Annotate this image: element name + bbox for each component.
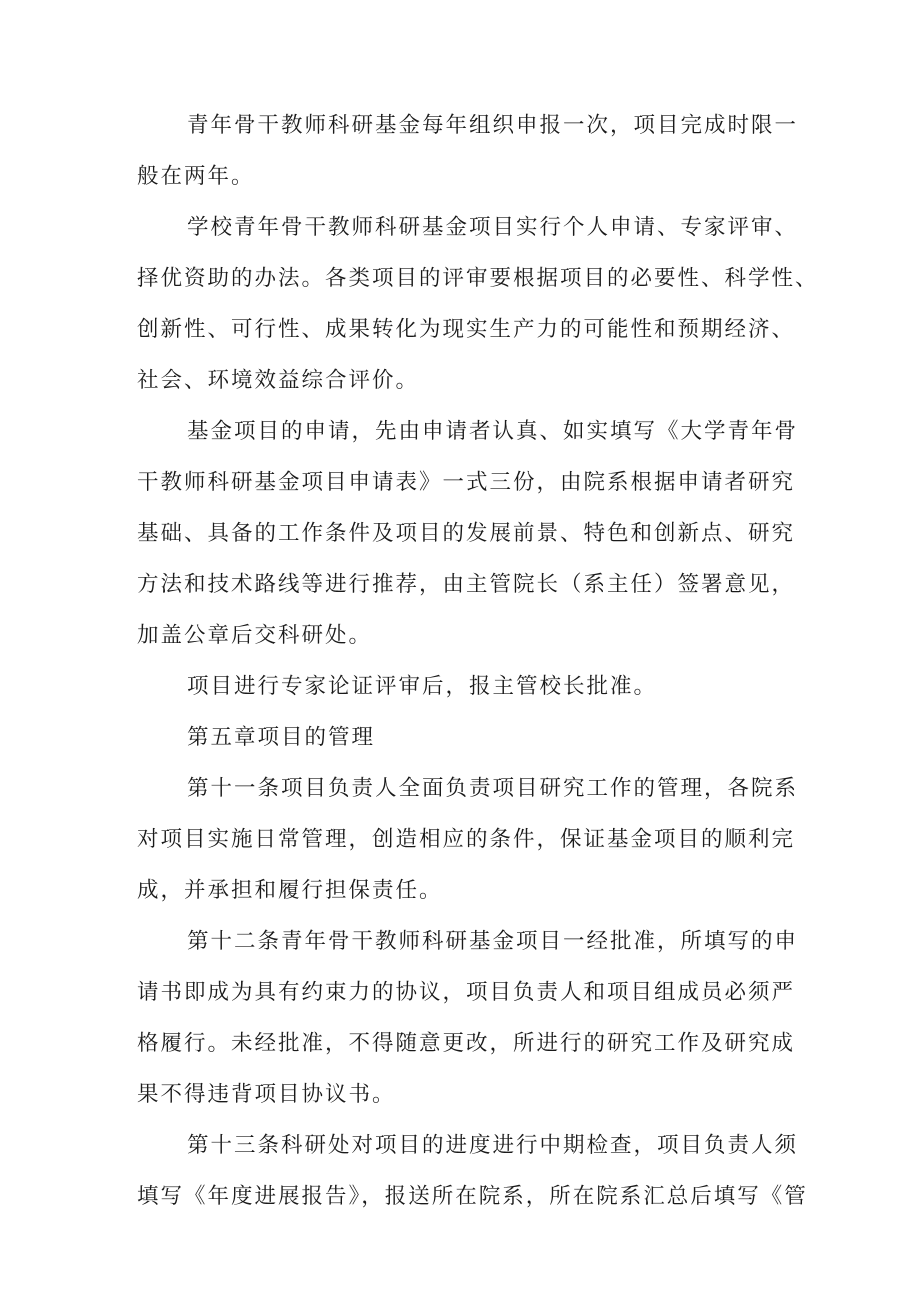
article-12 bbox=[137, 916, 817, 1120]
text-line: 干教师科研基金项目申请表》一式三份，由院系根据申请者研究 bbox=[137, 470, 796, 495]
text-line: 青年骨干教师科研基金每年组织申报一次，项目完成时限一 bbox=[187, 113, 799, 138]
article-13 bbox=[137, 1120, 817, 1222]
paragraph-review-method bbox=[137, 202, 817, 406]
text-line: 第十三条科研处对项目的进度进行中期检查，项目负责人须 bbox=[187, 1133, 799, 1158]
text-line: 格履行。未经批准，不得随意更改，所进行的研究工作及研究成 bbox=[137, 1031, 796, 1056]
text-line: 请书即成为具有约束力的协议，项目负责人和项目组成员必须严 bbox=[137, 980, 796, 1005]
chapter-title: 第五章项目的管理 bbox=[187, 725, 376, 750]
text-line: 择优资助的办法。各类项目的评审要根据项目的必要性、科学性、 bbox=[137, 266, 819, 291]
paragraph-application bbox=[137, 406, 817, 661]
text-line: 社会、环境效益综合评价。 bbox=[137, 368, 420, 393]
text-line: 填写《年度进展报告》，报送所在院系，所在院系汇总后填写《管 bbox=[137, 1184, 808, 1209]
text-line: 加盖公章后交科研处。 bbox=[137, 623, 373, 648]
paragraph-approval bbox=[137, 661, 817, 712]
text-line: 果不得违背项目协议书。 bbox=[137, 1082, 396, 1107]
text-line: 第十一条项目负责人全面负责项目研究工作的管理，各院系 bbox=[187, 776, 799, 801]
text-line: 创新性、可行性、成果转化为现实生产力的可能性和预期经济、 bbox=[137, 317, 796, 342]
chapter-heading bbox=[137, 712, 817, 763]
text-line: 学校青年骨干教师科研基金项目实行个人申请、专家评审、 bbox=[187, 215, 799, 240]
text-line: 基金项目的申请，先由申请者认真、如实填写《大学青年骨 bbox=[187, 419, 799, 444]
article-11 bbox=[137, 763, 817, 916]
document-body bbox=[137, 100, 817, 1222]
paragraph-fund-schedule bbox=[137, 100, 817, 202]
text-line: 成，并承担和履行担保责任。 bbox=[137, 878, 443, 903]
text-line: 项目进行专家论证评审后，报主管校长批准。 bbox=[187, 674, 658, 699]
text-line: 第十二条青年骨干教师科研基金项目一经批准，所填写的申 bbox=[187, 929, 799, 954]
text-line: 般在两年。 bbox=[137, 164, 255, 189]
text-line: 方法和技术路线等进行推荐，由主管院长（系主任）签署意见， bbox=[137, 572, 796, 597]
text-line: 对项目实施日常管理，创造相应的条件，保证基金项目的顺利完 bbox=[137, 827, 796, 852]
text-line: 基础、具备的工作条件及项目的发展前景、特色和创新点、研究 bbox=[137, 521, 796, 546]
